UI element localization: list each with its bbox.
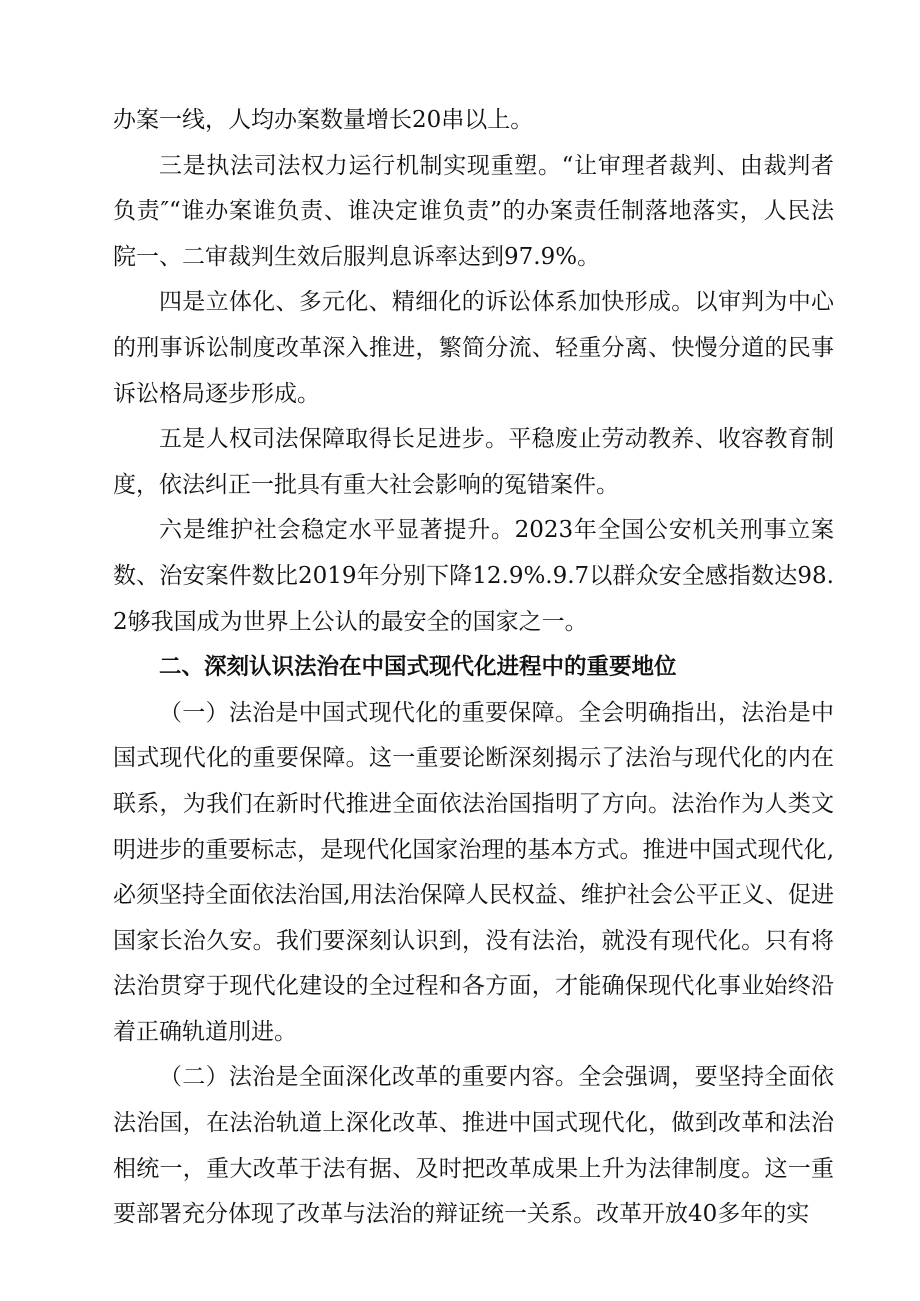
paragraph-continuation: 办案一线，人均办案数量增长20串以上。 xyxy=(113,107,534,133)
section-heading: 二、深刻认识法治在中国式现代化进程中的重要地位 xyxy=(159,654,677,681)
paragraph-point-five: 五是人权司法保障取得长足进步。平稳废止劳动教养、收容教育制度，依法纠正一批具有重大社会影响的冤错案件。 xyxy=(113,426,834,498)
paragraph-point-four: 四是立体化、多元化、精细化的诉讼体系加快形成。以审判为中心的刑事诉讼制度改革深入推进，繁简分流、轻重分离、快慢分道的民事诉讼格局逐步形成。 xyxy=(113,289,834,407)
paragraph-subsection-two: （二）法治是全面深化改革的重要内容。全会强调，要坚持全面依法治国，在法治轨道上深化改革、推进中国式现代化，做到改革和法治相统一，重大改革于法有据、及时把改革成果上升为法律制度。这一重要部署充分体现了改革与法治的辩证统一关系。改革开放40多年的实 xyxy=(113,1064,834,1228)
paragraph-point-six: 六是维护社会稳定水平显著提升。2023年全国公安机关刑事立案数、治安案件数比2019年分别下降12.9%.9.7以群众安全感指数达98.2够我国成为世界上公认的最安全的国家之一。 xyxy=(113,517,834,635)
paragraph-subsection-one: （一）法治是中国式现代化的重要保障。全会明确指出，法治是中国式现代化的重要保障。这一重要论断深刻揭示了法治与现代化的内在联系，为我们在新时代推进全面依法治国指明了方向。法治作为人类文明进步的重要标志，是现代化国家治理的基本方式。推进中国式现代化,必须坚持全面依法治国,用法治保障人民权益、维护社会公平正义、促进国家长治久安。我们要深刻认识到，没有法治，就没有现代化。只有将法治贯穿于现代化建设的全过程和各方面，才能确保现代化事业始终沿着正确轨道刖进。 xyxy=(113,699,834,1045)
paragraph-point-three: 三是执法司法权力运行机制实现重塑。“让审理者裁判、由裁判者负责″“谁办案谁负责、谁决定谁负责”的办案责任制落地落实，人民法院一、二审裁判生效后服判息诉率达到97.9%。 xyxy=(113,152,834,270)
